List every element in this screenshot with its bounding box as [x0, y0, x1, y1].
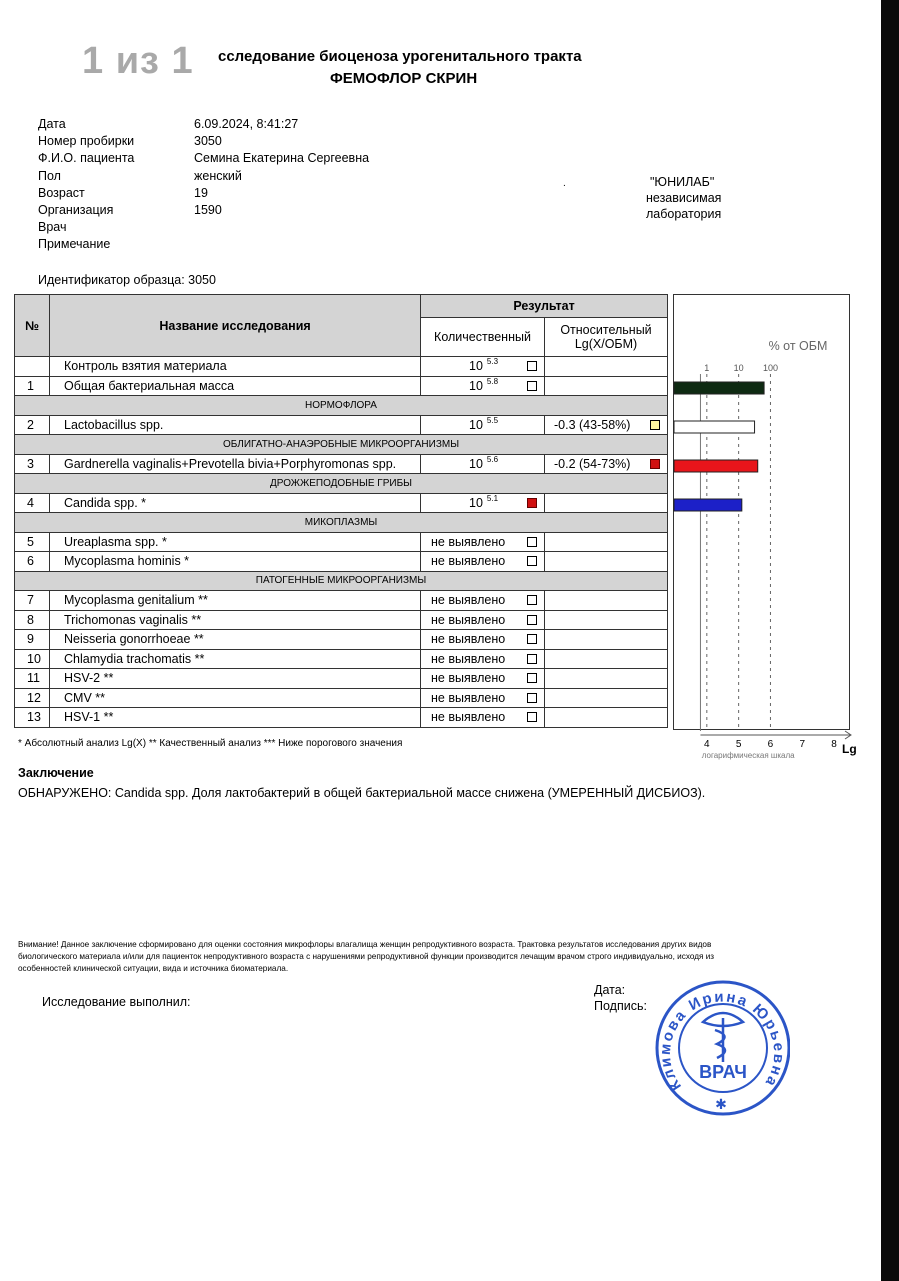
test-name: Neisseria gonorrhoeae ** — [50, 630, 421, 650]
relative-flag-box — [650, 459, 660, 469]
row-number — [15, 357, 50, 377]
info-value: 3050 — [194, 134, 222, 149]
result-exponent: 5.6 — [486, 454, 499, 464]
info-row — [38, 219, 369, 236]
relative-cell — [545, 552, 668, 572]
section-title: ОБЛИГАТНО-АНАЭРОБНЫЕ МИКРООРГАНИЗМЫ — [15, 435, 668, 455]
col-header-rel-line: Lg(X/ОБМ) — [574, 337, 638, 351]
table-row — [15, 454, 668, 474]
quantitative-cell — [421, 708, 545, 728]
info-row — [38, 116, 369, 133]
table-row — [15, 552, 668, 572]
result-text: не выявлено — [431, 612, 506, 627]
test-name: Mycoplasma hominis * — [50, 552, 421, 572]
chart-bar — [674, 382, 764, 394]
result-exponent: 5.1 — [486, 493, 499, 503]
page-counter: 1 из 1 — [82, 40, 194, 82]
result-base: 10 — [469, 359, 483, 374]
table-row — [15, 376, 668, 396]
result-text: не выявлено — [431, 534, 506, 549]
section-row — [15, 474, 668, 494]
test-name: Trichomonas vaginalis ** — [50, 610, 421, 630]
col-header-rel-line: Относительный — [560, 323, 652, 337]
test-name: Gardnerella vaginalis+Prevotella bivia+Porphyromonas spp. — [50, 454, 421, 474]
result-flag-box — [527, 654, 537, 664]
result-flag-box — [527, 381, 537, 391]
section-row — [15, 571, 668, 591]
info-value: 1590 — [194, 202, 222, 217]
stamp-name-text: Климова Ирина Юрьевна — [656, 988, 788, 1094]
footnote: * Абсолютный анализ Lg(X) ** Качественный анализ *** Ниже порогового значения — [18, 738, 403, 749]
col-header-name: Название исследования — [50, 295, 421, 357]
screen-edge — [881, 0, 899, 1281]
relative-value: -0.3 (43-58%) — [554, 417, 631, 432]
row-number: 9 — [15, 630, 50, 650]
row-number: 8 — [15, 610, 50, 630]
caduceus-icon — [703, 1013, 743, 1062]
result-base: 10 — [469, 417, 483, 432]
percent-tick-label: 100 — [762, 363, 778, 373]
result-flag-box — [527, 712, 537, 722]
row-number: 5 — [15, 532, 50, 552]
table-row — [15, 415, 668, 435]
performed-by-label: Исследование выполнил: — [42, 995, 191, 1009]
row-number: 1 — [15, 376, 50, 396]
quantitative-cell — [421, 493, 545, 513]
test-name: CMV ** — [50, 688, 421, 708]
result-text: не выявлено — [431, 651, 506, 666]
x-tick-label: 7 — [799, 739, 806, 750]
chart-bar — [674, 499, 742, 511]
table-row — [15, 649, 668, 669]
relative-cell — [545, 532, 668, 552]
row-number: 6 — [15, 552, 50, 572]
result-base: 10 — [469, 378, 483, 393]
patient-info — [38, 116, 369, 254]
relative-cell — [545, 708, 668, 728]
relative-cell — [545, 357, 668, 377]
info-label: Номер пробирки — [38, 134, 135, 149]
quantitative-cell — [421, 552, 545, 572]
row-number: 10 — [15, 649, 50, 669]
test-name: Ureaplasma spp. * — [50, 532, 421, 552]
result-text: не выявлено — [431, 710, 506, 725]
relative-cell — [545, 630, 668, 650]
row-number: 11 — [15, 669, 50, 689]
table-row — [15, 630, 668, 650]
row-number: 13 — [15, 708, 50, 728]
lab-line: "ЮНИЛАБ" — [650, 175, 715, 189]
quantitative-cell — [421, 376, 545, 396]
result-text: не выявлено — [431, 554, 506, 569]
sample-id: Идентификатор образца: 3050 — [38, 273, 216, 287]
result-text: не выявлено — [431, 690, 506, 705]
result-flag-box — [527, 634, 537, 644]
info-label: Возраст — [38, 185, 85, 200]
x-tick-label: 8 — [831, 739, 837, 750]
relative-cell — [545, 415, 668, 435]
quantitative-cell — [421, 630, 545, 650]
row-number: 12 — [15, 688, 50, 708]
section-title: ПАТОГЕННЫЕ МИКРООРГАНИЗМЫ — [15, 571, 668, 591]
star-icon: ✱ — [715, 1097, 727, 1113]
result-flag-box — [527, 498, 537, 508]
test-name: Контроль взятия материала — [50, 357, 421, 377]
stamp-title: ВРАЧ — [699, 1062, 747, 1082]
table-row — [15, 669, 668, 689]
section-row — [15, 396, 668, 416]
relative-cell — [545, 454, 668, 474]
warning-note: Внимание! Данное заключение сформировано для оценки состояния микрофлоры влагалища женщин репродуктивного возраста. Трактовка результатов исследования других видов биологического материала и/или для пациенток непродуктивного возраста с нарушениями репродуктивной функции производится лечащим врачом строго индивидуально, исходя из особенностей клинической ситуации, вида и источника биоматериала. — [18, 940, 715, 973]
log-chart — [673, 294, 857, 760]
table-row — [15, 610, 668, 630]
relative-cell — [545, 591, 668, 611]
section-row — [15, 513, 668, 533]
info-label: Пол — [38, 168, 61, 183]
info-row — [38, 185, 369, 202]
info-row — [38, 150, 369, 167]
info-value: 19 — [194, 185, 208, 200]
test-name: Chlamydia trachomatis ** — [50, 649, 421, 669]
result-flag-box — [527, 693, 537, 703]
section-row — [15, 435, 668, 455]
relative-cell — [545, 688, 668, 708]
quantitative-cell — [421, 688, 545, 708]
signature-label: Подпись: — [594, 999, 647, 1013]
table-row — [15, 688, 668, 708]
stray-dot: . — [563, 178, 566, 189]
percent-tick-label: 1 — [704, 363, 710, 373]
results-table — [14, 294, 668, 728]
row-number: 2 — [15, 415, 50, 435]
chart-bar — [674, 421, 755, 433]
result-flag-box — [527, 615, 537, 625]
quantitative-cell — [421, 415, 545, 435]
col-header-quant: Количественный — [421, 318, 545, 357]
result-flag-box — [527, 361, 537, 371]
lab-line: лаборатория — [646, 207, 722, 221]
relative-cell — [545, 669, 668, 689]
info-row — [38, 202, 369, 219]
doctor-stamp — [655, 978, 790, 1118]
conclusion-heading: Заключение — [18, 766, 94, 780]
test-name: HSV-2 ** — [50, 669, 421, 689]
conclusion-text: ОБНАРУЖЕНО: Candida spp. Доля лактобактерий в общей бактериальной массе снижена (УМЕРЕННЫЙ ДИСБИОЗ). — [18, 786, 706, 800]
col-header-no: № — [15, 295, 50, 357]
quantitative-cell — [421, 357, 545, 377]
info-label: Дата — [38, 117, 66, 131]
relative-flag-box — [650, 420, 660, 430]
relative-cell — [545, 649, 668, 669]
test-name: Candida spp. * — [50, 493, 421, 513]
x-tick-label: 6 — [767, 739, 774, 750]
result-exponent: 5.5 — [486, 415, 499, 425]
table-row — [15, 708, 668, 728]
result-text: не выявлено — [431, 671, 506, 686]
result-flag-box — [527, 537, 537, 547]
quantitative-cell — [421, 610, 545, 630]
result-exponent: 5.3 — [486, 357, 499, 367]
info-label: Примечание — [38, 237, 111, 252]
relative-value: -0.2 (54-73%) — [554, 456, 631, 471]
info-row — [38, 133, 369, 150]
info-row — [38, 236, 369, 253]
col-header-result: Результат — [421, 295, 668, 318]
test-name: HSV-1 ** — [50, 708, 421, 728]
x-axis-label: логарифмическая шкала — [701, 751, 795, 760]
chart-bar — [674, 460, 758, 472]
test-name: Mycoplasma genitalium ** — [50, 591, 421, 611]
chart-title: % от ОБМ — [768, 339, 828, 353]
result-base: 10 — [469, 456, 483, 471]
result-text: не выявлено — [431, 632, 506, 647]
x-tick-label: 4 — [704, 739, 710, 750]
relative-cell — [545, 493, 668, 513]
x-tick-label: 5 — [735, 739, 742, 750]
table-row — [15, 493, 668, 513]
test-name: Lactobacillus spp. — [50, 415, 421, 435]
page-title: сследование биоценоза урогенитального тракта — [218, 48, 582, 65]
result-base: 10 — [469, 495, 483, 510]
axis-unit-label: Lg — [842, 742, 857, 756]
quantitative-cell — [421, 454, 545, 474]
info-label: Врач — [38, 220, 67, 235]
table-row — [15, 591, 668, 611]
test-name: Общая бактериальная масса — [50, 376, 421, 396]
section-title: ДРОЖЖЕПОДОБНЫЕ ГРИБЫ — [15, 474, 668, 494]
table-row — [15, 357, 668, 377]
result-exponent: 5.8 — [486, 376, 499, 386]
log-chart-svg — [674, 295, 857, 760]
quantitative-cell — [421, 669, 545, 689]
result-text: не выявлено — [431, 593, 506, 608]
info-label: Организация — [38, 202, 114, 217]
result-flag-box — [527, 595, 537, 605]
info-row — [38, 168, 369, 185]
info-value: 6.09.2024, 8:41:27 — [194, 117, 299, 131]
result-flag-box — [527, 673, 537, 683]
result-flag-box — [527, 556, 537, 566]
date-label: Дата: — [594, 983, 626, 997]
relative-cell — [545, 376, 668, 396]
quantitative-cell — [421, 532, 545, 552]
quantitative-cell — [421, 649, 545, 669]
page-subtitle: ФЕМОФЛОР СКРИН — [330, 70, 478, 87]
relative-cell — [545, 610, 668, 630]
info-value: Семина Екатерина Сергеевна — [194, 151, 370, 166]
percent-tick-label: 10 — [733, 363, 744, 373]
row-number: 7 — [15, 591, 50, 611]
row-number: 4 — [15, 493, 50, 513]
row-number: 3 — [15, 454, 50, 474]
table-row — [15, 532, 668, 552]
section-title: НОРМОФЛОРА — [15, 396, 668, 416]
col-header-rel — [545, 318, 668, 357]
section-title: МИКОПЛАЗМЫ — [15, 513, 668, 533]
lab-line: независимая — [646, 191, 722, 205]
quantitative-cell — [421, 591, 545, 611]
info-label: Ф.И.О. пациента — [38, 151, 135, 166]
info-value: женский — [194, 168, 242, 183]
lab-name — [646, 174, 721, 222]
